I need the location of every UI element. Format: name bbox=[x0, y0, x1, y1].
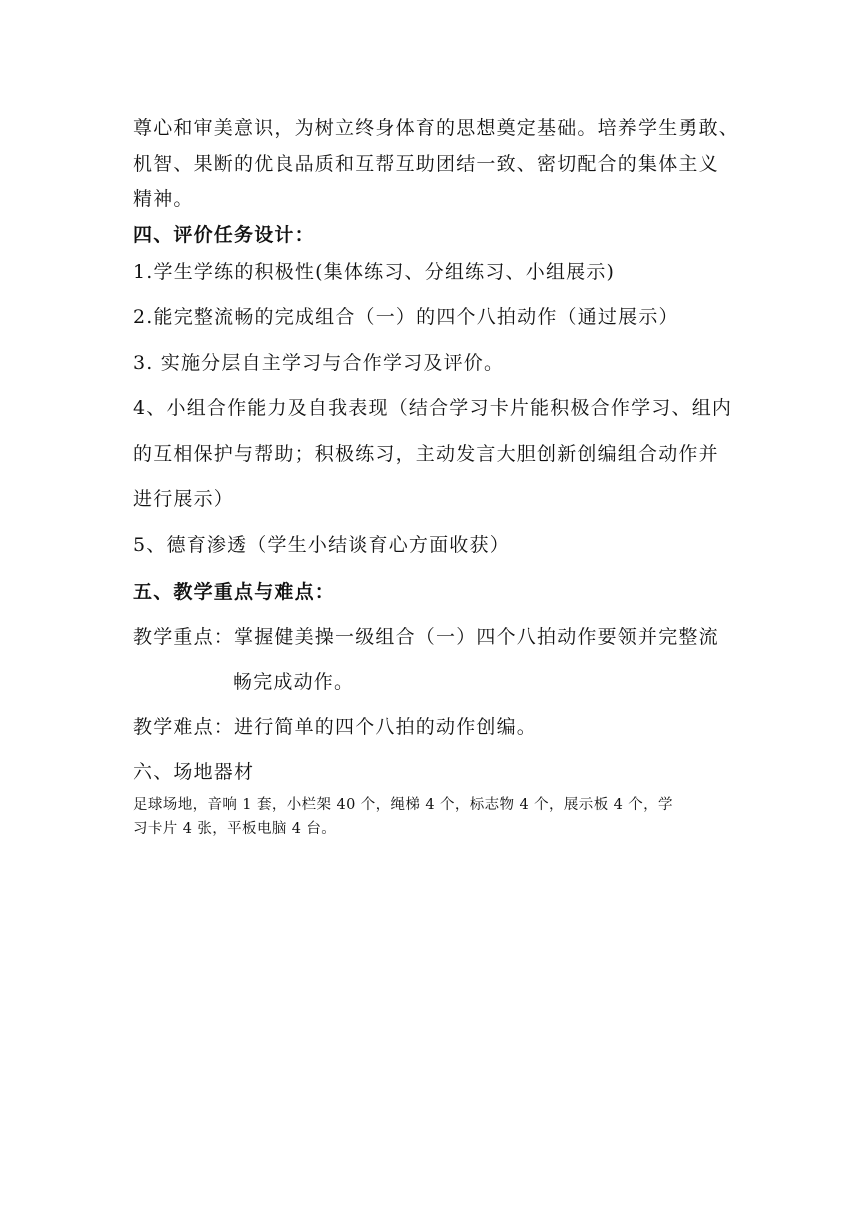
section-heading-key-points: 五、教学重点与难点： bbox=[133, 581, 336, 603]
equipment-line: 足球场地，音响 1 套，小栏架 40 个，绳梯 4 个，标志物 4 个，展示板 4 个，学 bbox=[133, 797, 673, 813]
evaluation-item-1: 1.学生学练的积极性(集体练习、分组练习、小组展示) bbox=[133, 261, 616, 283]
evaluation-item-3: 3. 实施分层自主学习与合作学习及评价。 bbox=[133, 352, 505, 374]
evaluation-item-4-line: 进行展示） bbox=[133, 488, 235, 510]
equipment-line: 习卡片 4 张，平板电脑 4 台。 bbox=[133, 821, 337, 837]
paragraph-line: 机智、果断的优良品质和互帮互助团结一致、密切配合的集体主义 bbox=[133, 153, 719, 175]
section-heading-equipment: 六、场地器材 bbox=[133, 761, 255, 783]
difficulty-line: 教学难点：进行简单的四个八拍的动作创编。 bbox=[133, 716, 538, 738]
evaluation-item-4-line: 的互相保护与帮助；积极练习，主动发言大胆创新创编组合动作并 bbox=[133, 443, 719, 465]
evaluation-item-4-line: 4、小组合作能力及自我表现（结合学习卡片能积极合作学习、组内 bbox=[133, 397, 733, 419]
evaluation-item-5: 5、德育渗透（学生小结谈育心方面收获） bbox=[133, 534, 510, 556]
paragraph-line: 尊心和审美意识，为树立终身体育的思想奠定基础。培养学生勇敢、 bbox=[133, 117, 740, 139]
key-point-line-continued: 畅完成动作。 bbox=[233, 671, 355, 693]
evaluation-item-2: 2.能完整流畅的完成组合（一）的四个八拍动作（通过展示） bbox=[133, 306, 679, 328]
section-heading-evaluation: 四、评价任务设计： bbox=[133, 224, 315, 246]
paragraph-line: 精神。 bbox=[133, 188, 194, 210]
key-point-line: 教学重点：掌握健美操一级组合（一）四个八拍动作要领并完整流 bbox=[133, 626, 719, 648]
